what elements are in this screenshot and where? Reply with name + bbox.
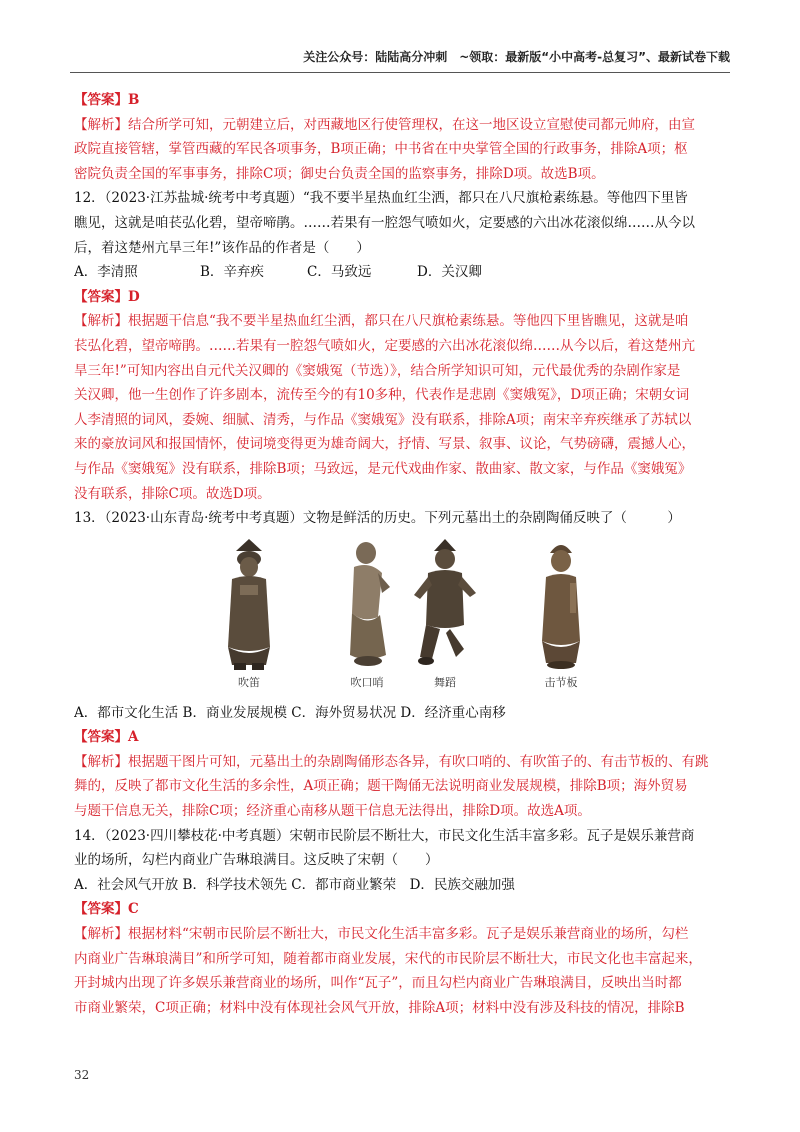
caption: 舞蹈 xyxy=(434,675,456,689)
explanation-14-line: 市商业繁荣，C项正确；材料中没有体现社会风气开放，排除A项；材料中没有涉及科技的情况，排除B xyxy=(74,999,685,1016)
options-12 xyxy=(74,260,726,285)
explanation-14-line: 内商业广告琳琅满目”和所学可知，随着都市商业发展，宋代的市民阶层不断壮大，市民文化也丰富起来， xyxy=(74,950,702,967)
option-a: A．李清照 xyxy=(74,264,138,281)
figurine-dance xyxy=(410,537,480,690)
page-content xyxy=(74,88,726,1020)
header-divider xyxy=(70,72,730,73)
page-number: 32 xyxy=(74,1068,90,1082)
explanation-12-line: 旱三年!”可知内容出自元代关汉卿的《窦娥冤（节选）》，结合所学知识可知，元代最优秀的杂剧作家是 xyxy=(74,362,681,379)
question-14-line: 业的场所，勾栏内商业广告琳琅满目。这反映了宋朝（ ） xyxy=(74,852,439,869)
figurine-clapper-image xyxy=(526,537,596,672)
question-14-line: 14．（2023·四川攀枝花·中考真题）宋朝市民阶层不断壮大，市民文化生活丰富多彩。瓦子是娱乐兼营商 xyxy=(74,827,695,844)
explanation-14-line: 开封城内出现了许多娱乐兼营商业的场所，叫作“瓦子”，而且勾栏内商业广告琳琅满目，反映出当时都 xyxy=(74,975,682,992)
options-13: A．都市文化生活 B．商业发展规模 C．海外贸易状况 D．经济重心南移 xyxy=(74,704,506,721)
question-12-line: 12．（2023·江苏盐城·统考中考真题）“我不要半星热血红尘洒，都只在八尺旗枪素练悬。等他四下里皆 xyxy=(74,190,688,207)
explanation-13-line: 【解析】根据题干图片可知，元墓出土的杂剧陶俑形态各异，有吹口哨的、有吹笛子的、有击节板的、有跳 xyxy=(74,753,709,770)
answer-11: 【答案】B xyxy=(74,92,140,108)
caption: 击节板 xyxy=(544,675,578,689)
figurine-clapper xyxy=(526,537,596,690)
answer-12: 【答案】D xyxy=(74,288,140,305)
explanation-12-line: 苌弘化碧，望帝啼鹃。……若果有一腔怨气喷如火，定要感的六出冰花滚似绵……从今以后，着这楚州亢 xyxy=(74,337,695,354)
explanation-12-line: 人李清照的词风，委婉、细腻、清秀，与作品《窦娥冤》没有联系，排除A项；南宋辛弃疾继承了苏轼以 xyxy=(74,411,692,428)
answer-14: 【答案】C xyxy=(74,901,139,918)
figurine-flute xyxy=(214,537,284,690)
figurines-image xyxy=(74,537,726,697)
question-12-line: 瞧见，这就是咱苌弘化碧，望帝啼鹃。……若果有一腔怨气喷如火，定要感的六出冰花滚似绵……从今以 xyxy=(74,214,695,231)
question-12-line: 后，着这楚州亢旱三年!”该作品的作者是（ ） xyxy=(74,239,370,256)
figurine-flute-image xyxy=(214,537,284,672)
explanation-12-line: 【解析】根据题干信息“我不要半星热血红尘洒，都只在八尺旗枪素练悬。等他四下里皆瞧见，这就是咱 xyxy=(74,313,689,330)
explanation-12-line: 关汉卿，他一生创作了许多剧本，流传至今的有10多种，代表作是悲剧《窦娥冤》，D项正确；宋朝女词 xyxy=(74,387,690,404)
caption: 吹口哨 xyxy=(350,675,384,689)
figurine-whistle xyxy=(332,537,402,690)
explanation-11-line: 政院直接管辖，掌管西藏的军民各项事务，B项正确；中书省在中央掌管全国的行政事务，排除A项；枢 xyxy=(74,141,688,158)
caption: 吹笛 xyxy=(238,675,260,689)
figurine-dance-image xyxy=(410,537,480,672)
question-13: 13．（2023·山东青岛·统考中考真题）文物是鲜活的历史。下列元墓出土的杂剧陶俑反映了（ ） xyxy=(74,510,681,527)
explanation-12-line: 与作品《窦娥冤》没有联系，排除B项；马致远，是元代戏曲作家、散曲家、散文家，与作品《窦娥冤》 xyxy=(74,460,692,477)
page-header: 关注公众号：陆陆高分冲刺 ~领取：最新版“小中高考-总复习”、最新试卷下载 xyxy=(303,50,730,64)
explanation-11-line: 密院负责全国的军事事务，排除C项；御史台负责全国的监察事务，排除D项。故选B项。 xyxy=(74,165,605,182)
explanation-13-line: 与题干信息无关，排除C项；经济重心南移从题干信息无法得出，排除D项。故选A项。 xyxy=(74,803,591,820)
options-14: A．社会风气开放 B．科学技术领先 C．都市商业繁荣 D．民族交融加强 xyxy=(74,876,515,893)
option-d: D．关汉卿 xyxy=(417,264,482,281)
explanation-12-line: 来的豪放词风和报国情怀，使词境变得更为雄奇阔大，抒情、写景、叙事、议论，气势磅礴，震撼人心， xyxy=(74,436,695,453)
answer-13: 【答案】A xyxy=(74,729,139,746)
explanation-14-line: 【解析】根据材料“宋朝市民阶层不断壮大，市民文化生活丰富多彩。瓦子是娱乐兼营商业的场所，勾栏 xyxy=(74,926,689,943)
option-c: C．马致远 xyxy=(307,264,372,281)
explanation-13-line: 舞的，反映了都市文化生活的多余性，A项正确；题干陶俑无法说明商业发展规模，排除B项；海外贸易 xyxy=(74,778,688,795)
explanation-11-line: 【解析】结合所学可知，元朝建立后，对西藏地区行使管理权，在这一地区设立宣慰使司都元帅府，由宣 xyxy=(74,116,695,133)
explanation-12-line: 没有联系，排除C项。故选D项。 xyxy=(74,485,271,502)
option-b: B．辛弃疾 xyxy=(200,264,264,281)
figurine-whistle-image xyxy=(332,537,402,672)
